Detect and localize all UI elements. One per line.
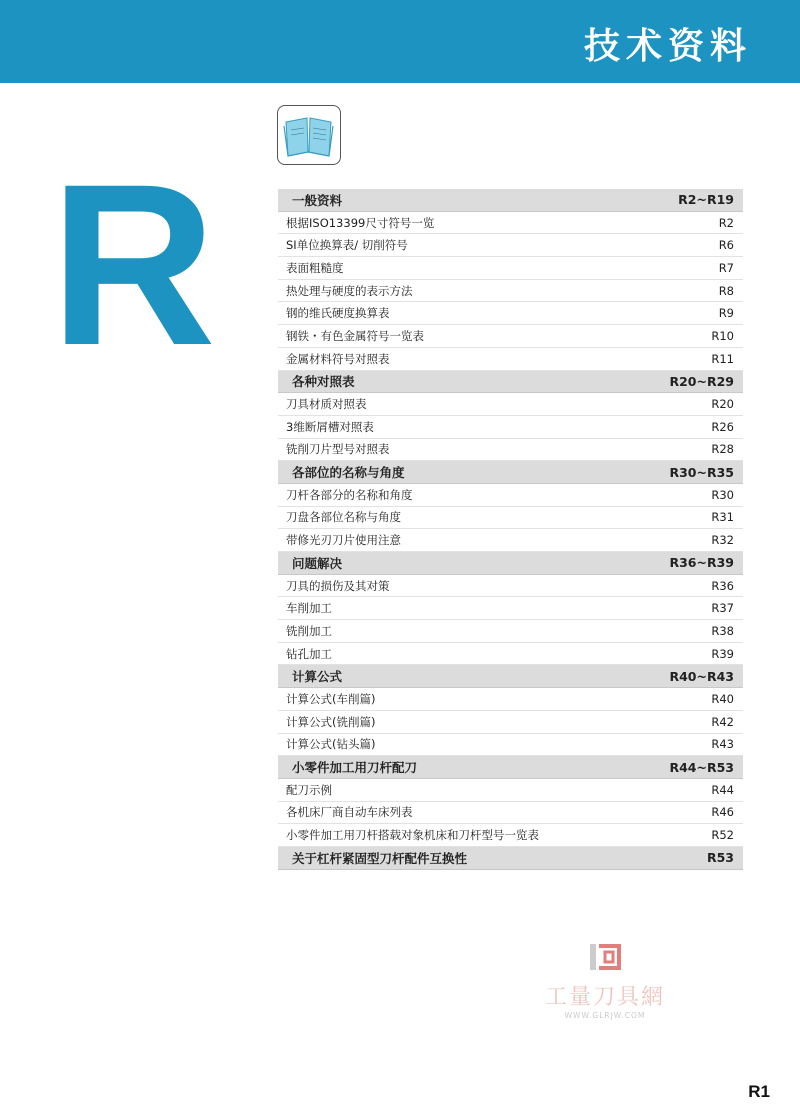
toc-item-page: R43 xyxy=(711,737,734,752)
toc-item[interactable] xyxy=(278,620,743,643)
toc-item[interactable] xyxy=(278,711,743,734)
toc-item-page: R28 xyxy=(711,442,734,457)
toc-item[interactable] xyxy=(278,575,743,598)
toc-item-page: R8 xyxy=(718,283,734,298)
toc-item-label: 配刀示例 xyxy=(286,782,332,797)
toc-item[interactable] xyxy=(278,234,743,257)
toc-item-page: R44 xyxy=(711,782,734,797)
toc-item-label: 各机床厂商自动车床列表 xyxy=(286,805,413,820)
header-bar xyxy=(0,0,800,83)
toc-item-label: SI单位换算表/ 切削符号 xyxy=(286,238,408,253)
toc-item-page: R7 xyxy=(718,260,734,275)
toc-item-label: 钢铁・有色金属符号一览表 xyxy=(286,328,424,343)
toc-item[interactable] xyxy=(278,484,743,507)
toc-section-title: 问题解决 xyxy=(292,555,343,571)
toc-section-title: 各种对照表 xyxy=(292,374,355,390)
toc-item-label: 钻孔加工 xyxy=(286,646,332,661)
toc-item[interactable] xyxy=(278,416,743,439)
toc-item[interactable] xyxy=(278,802,743,825)
toc-item[interactable] xyxy=(278,824,743,847)
toc-section-pages: R2~R19 xyxy=(678,192,734,208)
toc-section-pages: R30~R35 xyxy=(669,464,734,480)
toc-item-page: R26 xyxy=(711,419,734,434)
toc-item-page: R42 xyxy=(711,714,734,729)
toc-item-page: R37 xyxy=(711,601,734,616)
toc-item-page: R46 xyxy=(711,805,734,820)
toc-item-label: 表面粗糙度 xyxy=(286,260,344,275)
toc-item-label: 车削加工 xyxy=(286,601,332,616)
toc-item[interactable] xyxy=(278,734,743,757)
toc-item-label: 计算公式(铣削篇) xyxy=(286,714,376,729)
toc-section-pages: R53 xyxy=(706,850,734,866)
toc-section-title: 关于杠杆紧固型刀杆配件互换性 xyxy=(292,850,468,866)
toc-item-label: 计算公式(车削篇) xyxy=(286,691,376,706)
toc-item[interactable] xyxy=(278,643,743,666)
toc-item-label: 计算公式(钻头篇) xyxy=(286,737,376,752)
toc-item-label: 铣削加工 xyxy=(286,623,332,638)
toc-item[interactable] xyxy=(278,393,743,416)
toc-item-page: R39 xyxy=(711,646,734,661)
table-of-contents xyxy=(278,189,743,870)
page-number: R1 xyxy=(748,1082,770,1101)
toc-item[interactable] xyxy=(278,257,743,280)
toc-item[interactable] xyxy=(278,597,743,620)
toc-section-pages: R44~R53 xyxy=(669,759,734,775)
toc-item[interactable] xyxy=(278,280,743,303)
toc-item-page: R2 xyxy=(718,215,734,230)
chapter-letter: R xyxy=(50,136,217,393)
toc-item[interactable] xyxy=(278,507,743,530)
toc-section-title: 一般资料 xyxy=(292,192,343,208)
watermark-logo-icon xyxy=(587,942,623,974)
toc-section-header[interactable] xyxy=(278,552,743,575)
toc-section-header[interactable] xyxy=(278,756,743,779)
toc-section-header[interactable] xyxy=(278,371,743,394)
toc-item-label: 刀具的损伤及其对策 xyxy=(286,578,390,593)
toc-item-label: 热处理与硬度的表示方法 xyxy=(286,283,413,298)
toc-item-page: R40 xyxy=(711,691,734,706)
toc-section-pages: R40~R43 xyxy=(669,668,734,684)
toc-item-page: R38 xyxy=(711,623,734,638)
toc-section-header[interactable] xyxy=(278,189,743,212)
toc-item-label: 金属材料符号对照表 xyxy=(286,351,390,366)
page-title: 技术资料 xyxy=(583,26,752,67)
toc-item-label: 带修光刃刀片使用注意 xyxy=(286,533,401,548)
open-book-icon xyxy=(277,105,341,165)
toc-item[interactable] xyxy=(278,348,743,371)
toc-section-header[interactable] xyxy=(278,461,743,484)
toc-item[interactable] xyxy=(278,688,743,711)
toc-section-title: 计算公式 xyxy=(292,669,343,685)
toc-item-label: 刀盘各部位名称与角度 xyxy=(286,510,401,525)
toc-item-page: R9 xyxy=(718,306,734,321)
toc-item-label: 小零件加工用刀杆搭载对象机床和刀杆型号一览表 xyxy=(286,828,539,843)
toc-item-page: R20 xyxy=(711,397,734,412)
toc-item[interactable] xyxy=(278,325,743,348)
watermark xyxy=(530,942,680,1020)
watermark-url: WWW.GLRJW.COM xyxy=(564,1011,646,1020)
toc-section-pages: R20~R29 xyxy=(669,373,734,389)
toc-item-label: 钢的维氏硬度换算表 xyxy=(286,306,390,321)
toc-section-header[interactable] xyxy=(278,665,743,688)
toc-item-label: 根据ISO13399尺寸符号一览 xyxy=(286,215,435,230)
toc-item-page: R30 xyxy=(711,487,734,502)
watermark-title: 工量刀具網 xyxy=(544,985,665,1010)
toc-item-label: 铣削刀片型号对照表 xyxy=(286,442,390,457)
toc-section-title: 小零件加工用刀杆配刀 xyxy=(292,760,418,776)
toc-item-page: R52 xyxy=(711,828,734,843)
toc-item[interactable] xyxy=(278,779,743,802)
toc-item-label: 刀杆各部分的名称和角度 xyxy=(286,487,413,502)
toc-item[interactable] xyxy=(278,529,743,552)
toc-item-label: 刀具材质对照表 xyxy=(286,397,367,412)
toc-item-page: R10 xyxy=(711,328,734,343)
toc-item[interactable] xyxy=(278,212,743,235)
toc-item-page: R31 xyxy=(711,510,734,525)
toc-item-page: R6 xyxy=(718,238,734,253)
toc-item-page: R32 xyxy=(711,533,734,548)
toc-section-pages: R36~R39 xyxy=(669,555,734,571)
toc-item[interactable] xyxy=(278,302,743,325)
toc-section-title: 各部位的名称与角度 xyxy=(292,465,405,481)
toc-item-label: 3维断屑槽对照表 xyxy=(286,419,374,434)
toc-item[interactable] xyxy=(278,439,743,462)
toc-item-page: R36 xyxy=(711,578,734,593)
toc-item-page: R11 xyxy=(711,351,734,366)
toc-section-header[interactable] xyxy=(278,847,743,870)
